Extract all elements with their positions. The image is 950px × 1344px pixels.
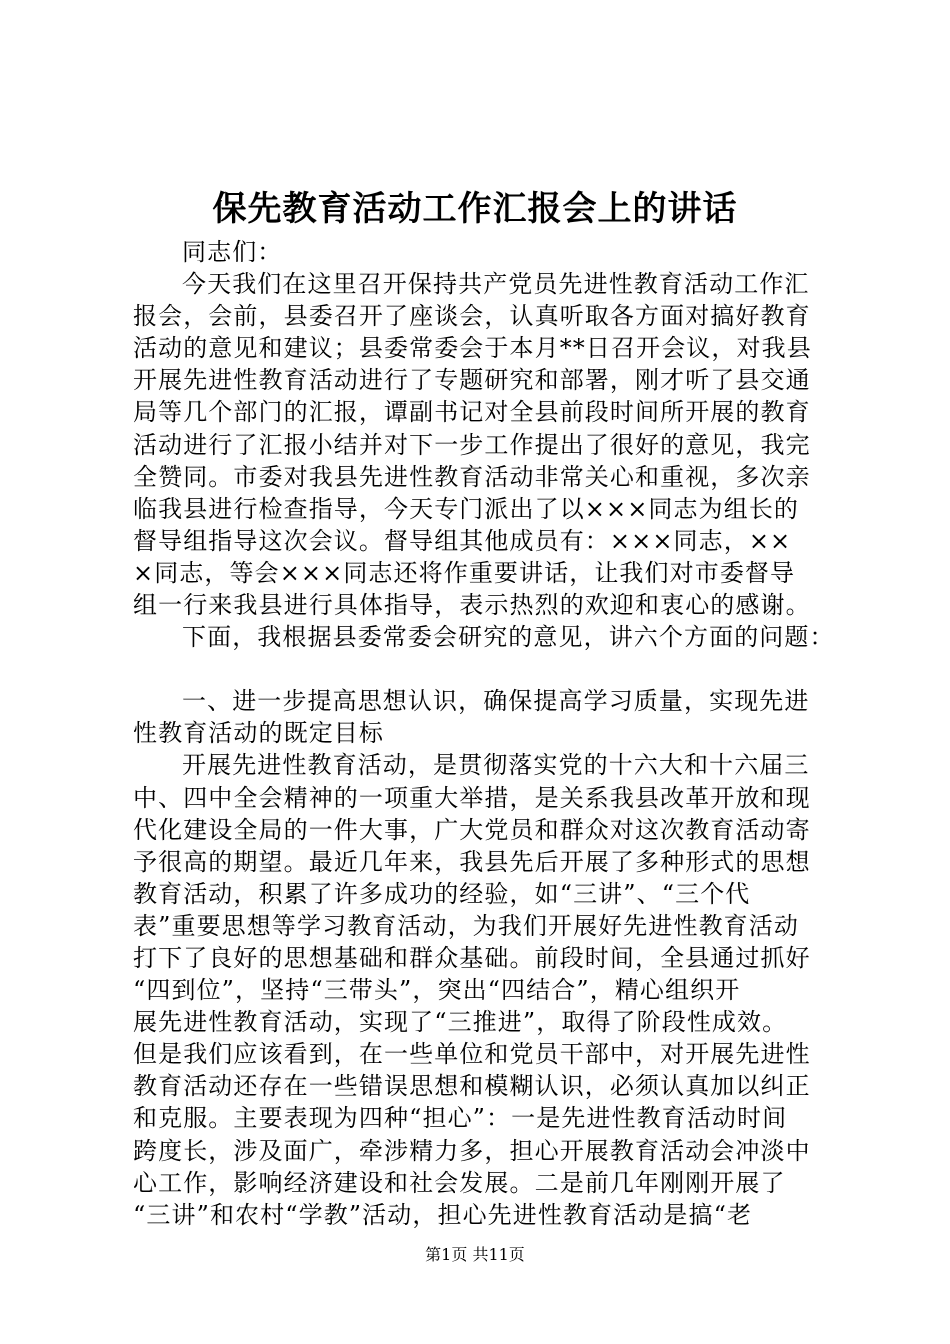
text-line: 局等几个部门的汇报，谭副书记对全县前段时间所开展的教育: [133, 398, 811, 427]
text-line: 和克服。主要表现为四种“担心”：一是先进性教育活动时间: [133, 1104, 788, 1133]
text-line: 下面，我根据县委常委会研究的意见，讲六个方面的问题：: [182, 623, 835, 652]
text-line: 但是我们应该看到，在一些单位和党员干部中，对开展先进性: [133, 1040, 811, 1069]
text-line: 打下了良好的思想基础和群众基础。前段时间，全县通过抓好: [133, 943, 811, 972]
section-heading-line: 一、进一步提高思想认识，确保提高学习质量，实现先进: [182, 687, 810, 716]
text-line: “四到位”，坚持“三带头”，突出“四结合”，精心组织开: [133, 976, 741, 1005]
salutation-line: 同志们：: [182, 238, 283, 266]
document-body: [133, 236, 833, 1231]
blank-line: [133, 653, 833, 685]
text-line: 教育活动还存在一些错误思想和模糊认识，必须认真加以纠正: [133, 1072, 811, 1101]
text-line: 表”重要思想等学习教育活动，为我们开展好先进性教育活动: [133, 911, 799, 940]
text-line: 督导组指导这次会议。督导组其他成员有：×××同志，××: [133, 526, 792, 555]
text-line: 报会，会前，县委召开了座谈会，认真听取各方面对搞好教育: [133, 302, 811, 331]
text-line: 活动进行了汇报小结并对下一步工作提出了很好的意见，我完: [133, 430, 811, 459]
text-line: 跨度长，涉及面广，牵涉精力多，担心开展教育活动会冲淡中: [133, 1136, 811, 1165]
text-line: “三讲”和农村“学教”活动，担心先进性教育活动是搞“老: [133, 1200, 753, 1229]
text-line: 全赞同。市委对我县先进性教育活动非常关心和重视，多次亲: [133, 462, 811, 491]
text-line: 教育活动，积累了许多成功的经验，如“三讲”、“三个代: [133, 879, 751, 908]
text-line: 活动的意见和建议；县委常委会于本月**日召开会议，对我县: [133, 334, 812, 363]
text-line: 今天我们在这里召开保持共产党员先进性教育活动工作汇: [182, 270, 810, 299]
text-line: 展先进性教育活动，实现了“三推进”，取得了阶段性成效。: [133, 1008, 788, 1037]
text-line: 临我县进行检查指导，今天专门派出了以×××同志为组长的: [133, 494, 800, 523]
text-line: ×同志，等会×××同志还将作重要讲话，让我们对市委督导: [133, 558, 796, 587]
document-title: 保先教育活动工作汇报会上的讲话: [212, 189, 738, 229]
text-line: 予很高的期望。最近几年来，我县先后开展了多种形式的思想: [133, 847, 811, 876]
text-line: 开展先进性教育活动，是贯彻落实党的十六大和十六届三: [182, 751, 810, 780]
page-number-footer: 第1页 共11页: [425, 1245, 525, 1264]
text-line: 代化建设全局的一件大事，广大党员和群众对这次教育活动寄: [133, 815, 811, 844]
text-line: 中、四中全会精神的一项重大举措，是关系我县改革开放和现: [133, 783, 811, 812]
text-line: 组一行来我县进行具体指导，表示热烈的欢迎和衷心的感谢。: [133, 591, 811, 620]
text-line: 开展先进性教育活动进行了专题研究和部署，刚才听了县交通: [133, 366, 811, 395]
section-heading-line: 性教育活动的既定目标: [133, 719, 384, 748]
text-line: 心工作，影响经济建设和社会发展。二是前几年刚刚开展了: [133, 1168, 786, 1197]
